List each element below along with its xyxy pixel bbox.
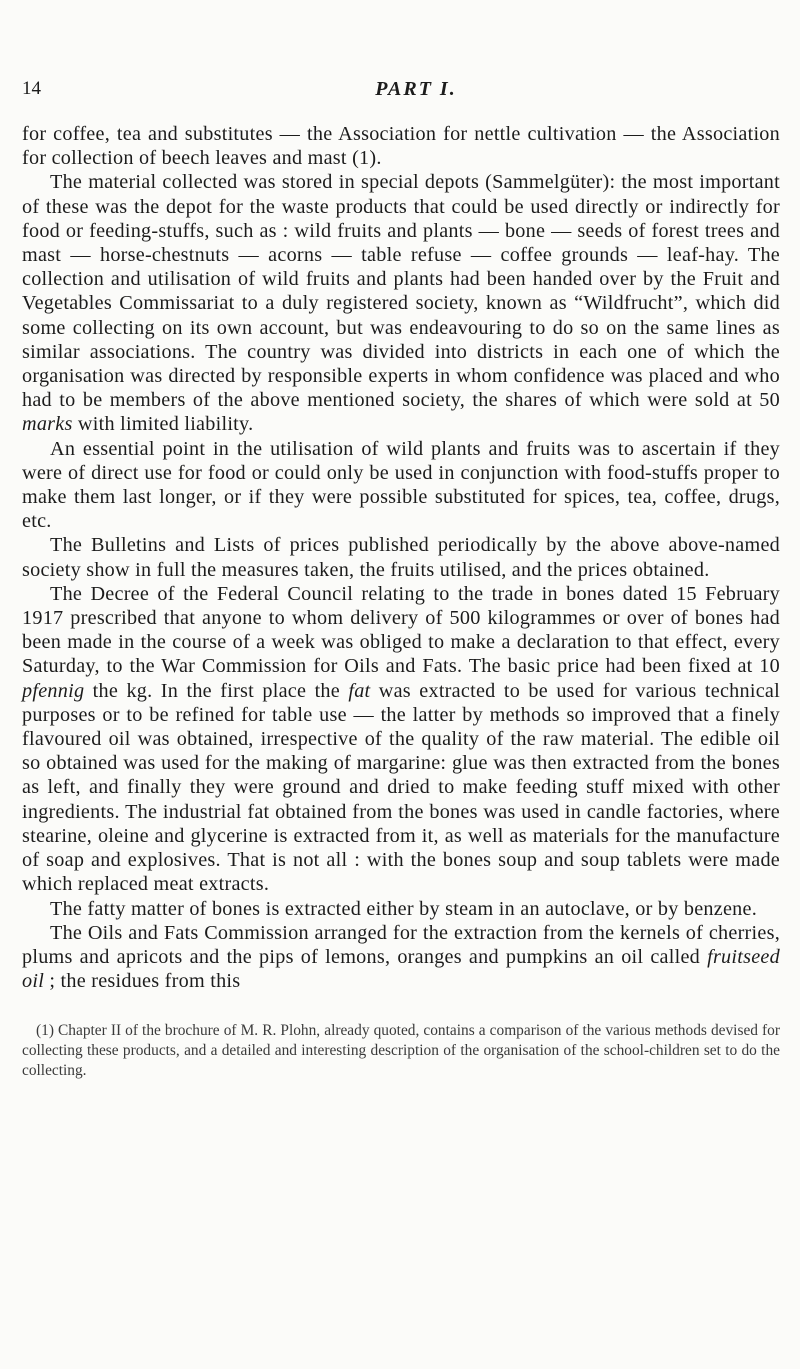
paragraph-6 (22, 897, 780, 921)
paragraph-text: The fatty matter of bones is extracted either by steam in an autoclave, or by benzene. (50, 897, 758, 920)
paragraph-4 (22, 533, 780, 581)
paragraph-text: ; the residues from this (44, 970, 241, 993)
paragraph-text: The Bulletins and Lists of prices published periodically by the above above-named society show in full the measures taken, the fruits utilised, and the prices obtained. (22, 534, 780, 581)
paragraph-text: The Oils and Fats Commission arranged for the extraction from the kernels of cherries, plums and apricots and the pips of lemons, oranges and pumpkins an oil called (22, 921, 780, 968)
italic-term: marks (22, 413, 73, 436)
paragraph-3 (22, 437, 780, 534)
running-title: PART I. (375, 78, 457, 100)
paragraph-text: The Decree of the Federal Council relating to the trade in bones dated 15 February 1917 prescribed that anyone to whom delivery of 500 kilogrammes or over of bones had been made in the course of a week was obliged to make a declaration to that effect, every Saturday, to the War Commission for Oils and Fats. The basic price had been fixed at 10 (22, 582, 780, 678)
italic-term: fruitseed oil (22, 945, 780, 993)
paragraph-text: was extracted to be used for various technical purposes or to be refined for table use — the latter by methods so improved that a finely flavoured oil was obtained, irrespective of the quality of the raw material. The edible oil so obtained was used for the making of margarine: glue was then extracted from the bones as left, and finally they were ground and dried to make feeding stuff mixed with other ingredients. The industrial fat obtained from the bones was used in candle factories, where stearine, oleine and glycerine is extracted from it, as well as materials for the manufacture of soap and explosives. That is not all : with the bones soup and soup tablets were made which replaced meat extracts. (22, 679, 780, 896)
document-page (22, 78, 780, 1081)
paragraph-text: An essential point in the utilisation of wild plants and fruits was to ascertain if they were of direct use for food or could only be used in conjunction with food-stuffs proper to make them last longer, or if they were possible substituted for spices, tea, coffee, drugs, etc. (22, 437, 780, 533)
body-text (22, 122, 780, 993)
paragraph-text: with limited liability. (72, 413, 254, 436)
running-head (22, 78, 780, 102)
italic-term: fat (348, 679, 371, 702)
italic-term: pfennig (22, 679, 85, 702)
paragraph-text: the kg. In the first place the (84, 679, 349, 702)
footnote (22, 1021, 780, 1081)
paragraph-text: The material collected was stored in special depots (Sammelgüter): the most important of these was the depot for the waste products that could be used directly or indirectly for food or feeding-stuffs, such as : wild fruits and plants — bone — seeds of forest trees and mast — horse-chestnuts — acorns — table refuse — coffee grounds — leaf-hay. The collection and utilisation of wild fruits and plants had been handed over by the Fruit and Vegetables Commissariat to a duly registered society, known as “Wildfrucht”, which did some collecting on its own account, but was endeavouring to do so on the same lines as similar associations. The country was divided into districts in each one of which the organisation was directed by responsible experts in whom confidence was placed and who had to be members of the above mentioned society, the shares of which were sold at 50 (22, 171, 780, 412)
paragraph-5 (22, 582, 780, 897)
footnote-text: (1) Chapter II of the brochure of M. R. Plohn, already quoted, contains a comparison of the various methods devised for collecting these products, and a detailed and interesting description of the organisation of the school-children set to do the collecting. (22, 1022, 780, 1080)
paragraph-1 (22, 122, 780, 170)
page-number: 14 (22, 78, 41, 99)
paragraph-7 (22, 921, 780, 994)
paragraph-text: for coffee, tea and substitutes — the Association for nettle cultivation — the Association for collection of beech leaves and mast (1). (22, 123, 780, 170)
paragraph-2 (22, 170, 780, 436)
